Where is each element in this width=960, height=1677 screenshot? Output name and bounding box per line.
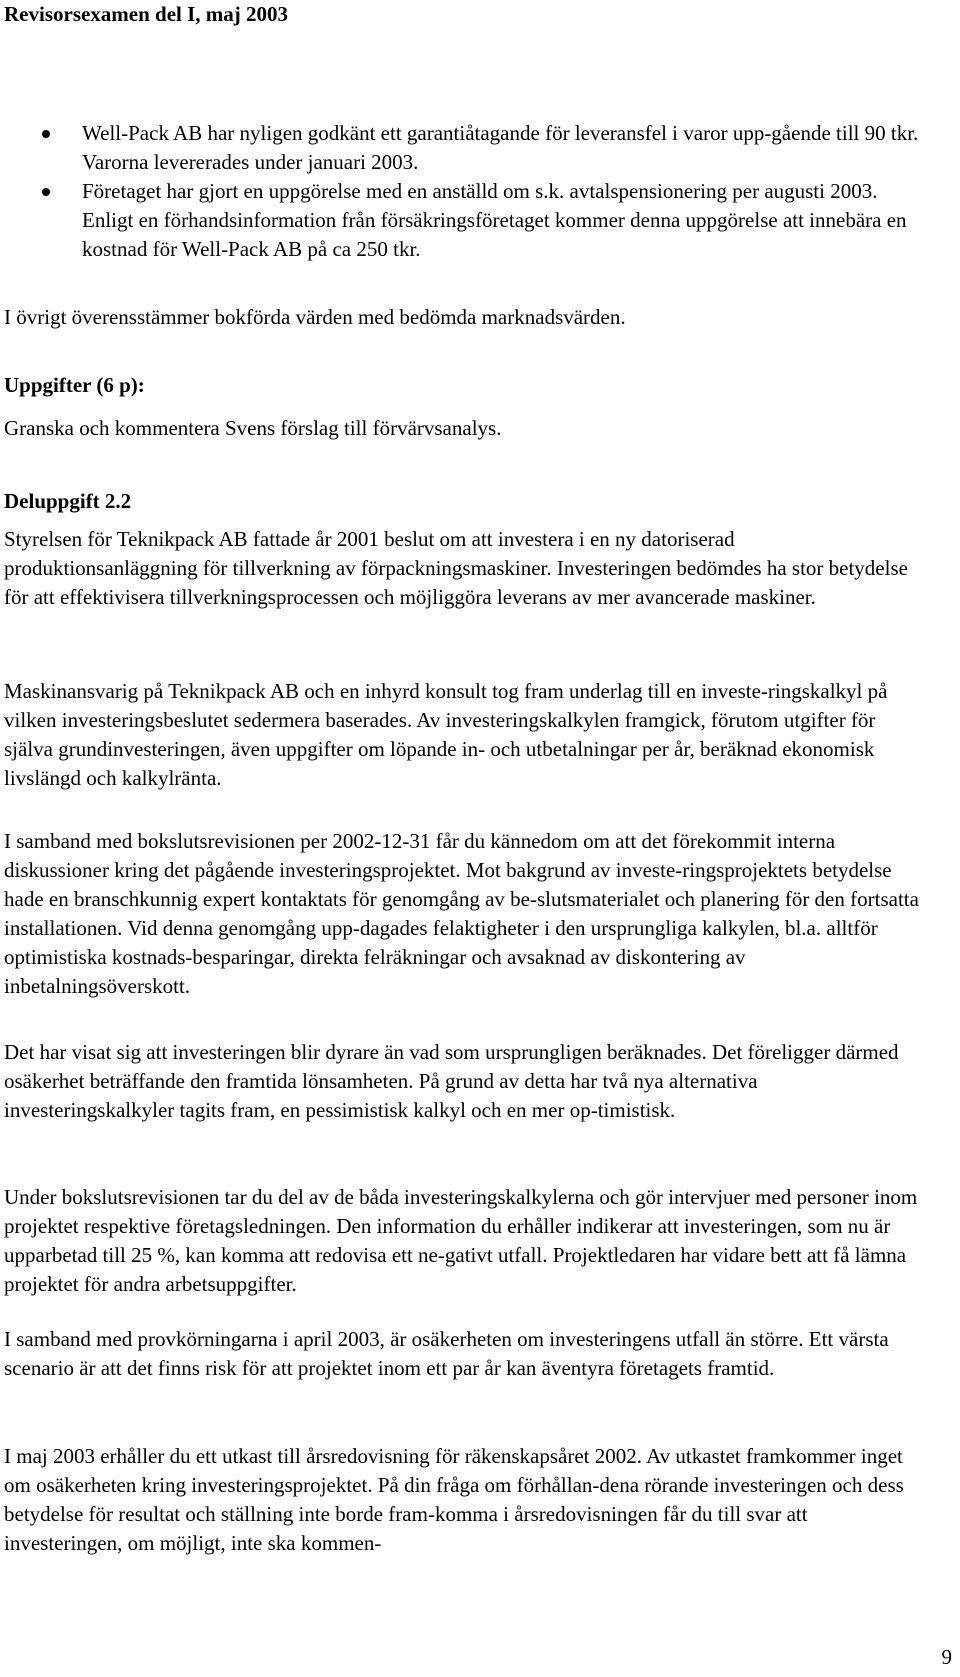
section-paragraph: Styrelsen för Teknikpack AB fattade år 2001 beslut om att investera i en ny datoriserad produktionsanläggning för tillverkning av förpackningsmaskiner. Investeringen bedömdes ha stor betydelse för att effektivisera tillverkningsprocessen och möjliggöra leverans av mer avancerade maskiner. — [4, 527, 908, 609]
bullet-list — [42, 119, 922, 264]
bullet-icon — [42, 188, 50, 196]
bullet-icon — [42, 130, 50, 138]
section-paragraph: Det har visat sig att investeringen blir dyrare än vad som ursprungligen beräknades. Det föreligger därmed osäkerhet beträffande den framtida lönsamheten. På grund av detta har två nya alternativa investeringskalkyler tagits fram, en pessimistisk kalkyl och en mer op-timistisk. — [4, 1040, 899, 1122]
intro-paragraph: I övrigt överensstämmer bokförda värden med bedömda marknadsvärden. — [4, 305, 626, 329]
section-paragraph: I maj 2003 erhåller du ett utkast till årsredovisning för räkenskapsåret 2002. Av utkastet framkommer inget om osäkerheten kring investeringsprojektet. På din fråga om förhållan-dena rörande investeringen och dess betydelse för resultat och ställning inte borde fram-komma i årsredovisningen får du till svar att investeringen, om möjligt, inte ska kommen- — [4, 1444, 904, 1555]
bullet-text: Företaget har gjort en uppgörelse med en anställd om s.k. avtalspensionering per augusti 2003. Enligt en förhandsinformation från försäkringsföretaget kommer denna uppgörelse att innebära en kostnad för Well-Pack AB på ca 250 tkr. — [82, 179, 907, 261]
section-paragraph: I samband med bokslutsrevisionen per 2002-12-31 får du kännedom om att det förekommit interna diskussioner kring det pågående investeringsprojektet. Mot bakgrund av investe-ringsprojektets betydelse hade en branschkunnig expert kontaktats för genomgång av be-slutsmaterialet och planering för den fortsatta installationen. Vid denna genomgång upp-dagades felaktigheter i den ursprungliga kalkylen, bl.a. alltför optimistiska kostnads-besparingar, direkta felräkningar och avsaknad av diskontering av inbetalningsöverskott. — [4, 829, 919, 998]
page-header-title: Revisorsexamen del I, maj 2003 — [4, 2, 289, 26]
section-paragraph: Maskinansvarig på Teknikpack AB och en inhyrd konsult tog fram underlag till en investe-ringskalkyl på vilken investeringsbeslutet sedermera baserades. Av investeringskalkylen framgick, förutom utgifter för själva grundinvesteringen, även uppgifter om löpande in- och utbetalningar per år, beräknad ekonomisk livslängd och kalkylränta. — [4, 679, 888, 790]
section-paragraph: Under bokslutsrevisionen tar du del av de båda investeringskalkylerna och gör intervjuer med personer inom projektet respektive företagsledningen. Den information du erhåller indikerar att investeringen, som nu är upparbetad till 25 %, kan komma att redovisa ett ne-gativt utfall. Projektledaren har vidare bett att få lämna projektet för andra arbetsuppgifter. — [4, 1185, 918, 1296]
page-number: 9 — [941, 1645, 952, 1669]
section-paragraph: I samband med provkörningarna i april 2003, är osäkerheten om investeringens utfall än större. Ett värsta scenario är att det finns risk för att projektet inom ett par år kan äventyra företagets framtid. — [4, 1327, 889, 1380]
task-heading: Uppgifter (6 p): — [4, 373, 145, 397]
task-text: Granska och kommentera Svens förslag till förvärvsanalys. — [4, 416, 502, 440]
section-heading: Deluppgift 2.2 — [4, 489, 132, 513]
list-item — [42, 119, 922, 177]
list-item — [42, 177, 922, 264]
bullet-text: Well-Pack AB har nyligen godkänt ett garantiåtagande för leveransfel i varor upp-gående till 90 tkr. Varorna levererades under januari 2003. — [82, 121, 919, 174]
